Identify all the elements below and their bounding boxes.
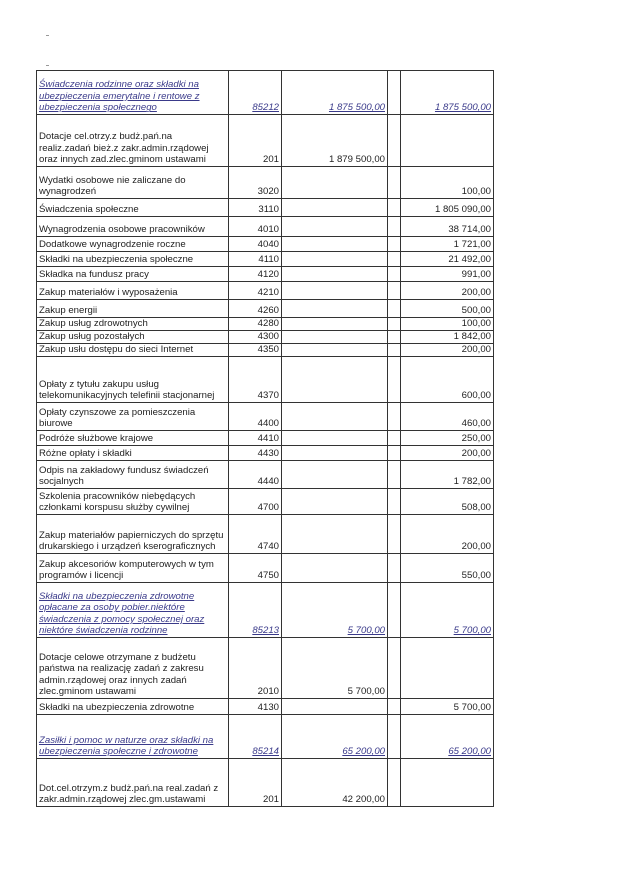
description-text: Opłaty z tytułu zakupu usług telekomunikacyjnych telefinii stacjonarnej <box>39 378 215 402</box>
spacer-cell <box>388 446 401 461</box>
plan-amount-cell <box>282 583 388 638</box>
description-cell <box>37 318 229 331</box>
code-text: 2010 <box>257 686 279 698</box>
code-text: 85213 <box>252 625 279 637</box>
description-cell <box>37 167 229 199</box>
spend-amount-text: 1 782,00 <box>453 476 491 488</box>
description-cell <box>37 403 229 431</box>
description-cell <box>37 344 229 357</box>
spend-amount-cell <box>401 699 494 715</box>
code-cell <box>229 357 282 403</box>
spend-amount-text: 21 492,00 <box>448 254 491 266</box>
code-text: 4430 <box>257 448 279 460</box>
spend-amount-cell <box>401 446 494 461</box>
code-cell <box>229 237 282 252</box>
code-cell <box>229 217 282 237</box>
spacer-cell <box>388 461 401 489</box>
code-text: 4750 <box>257 570 279 582</box>
code-cell <box>229 515 282 554</box>
description-text: Różne opłaty i składki <box>39 448 132 460</box>
code-text: 4740 <box>257 541 279 553</box>
code-text: 4410 <box>257 433 279 445</box>
description-cell <box>37 699 229 715</box>
spacer-cell <box>388 489 401 515</box>
spend-amount-text: 200,00 <box>461 287 491 299</box>
spend-amount-cell <box>401 318 494 331</box>
spacer-cell <box>388 115 401 167</box>
spend-amount-text: 508,00 <box>461 502 491 514</box>
spacer-cell <box>388 300 401 318</box>
plan-amount-cell <box>282 446 388 461</box>
code-text: 4700 <box>257 502 279 514</box>
spacer-cell <box>388 403 401 431</box>
description-text: Dodatkowe wynagrodzenie roczne <box>39 239 186 251</box>
plan-amount-text: 5 700,00 <box>347 625 385 637</box>
plan-amount-cell <box>282 71 388 115</box>
description-cell <box>37 446 229 461</box>
spend-amount-cell <box>401 267 494 282</box>
table-row <box>37 759 494 807</box>
spacer-cell <box>388 583 401 638</box>
spacer-cell <box>388 344 401 357</box>
spend-amount-text: 1 721,00 <box>453 239 491 251</box>
description-text: Składka na fundusz pracy <box>39 269 149 281</box>
table-row <box>37 331 494 344</box>
spend-amount-text: 200,00 <box>461 448 491 460</box>
code-cell <box>229 583 282 638</box>
code-text: 3110 <box>258 204 279 216</box>
description-text: Zakup materiałów i wyposażenia <box>39 287 178 299</box>
spacer-cell <box>388 554 401 583</box>
code-cell <box>229 300 282 318</box>
description-text: Opłaty czynszowe za pomieszczenia biurowe <box>39 406 196 430</box>
description-cell <box>37 115 229 167</box>
code-cell <box>229 331 282 344</box>
plan-amount-cell <box>282 252 388 267</box>
description-text: Dotacje celowe otrzymane z budżetu państwa na realizację zadań z zakresu admin.rządowej oraz innych zadań zlec.gminom ustawami <box>39 651 204 698</box>
spend-amount-cell <box>401 344 494 357</box>
description-cell <box>37 759 229 807</box>
spend-amount-text: 1 842,00 <box>453 331 491 343</box>
code-text: 4280 <box>257 318 279 330</box>
spend-amount-text: 250,00 <box>461 433 491 445</box>
plan-amount-cell <box>282 115 388 167</box>
table-row <box>37 554 494 583</box>
spend-amount-cell <box>401 252 494 267</box>
description-cell <box>37 71 229 115</box>
description-text: Wydatki osobowe nie zaliczane do wynagrodzeń <box>39 174 186 198</box>
plan-amount-text: 42 200,00 <box>342 794 385 806</box>
plan-amount-cell <box>282 759 388 807</box>
description-cell <box>37 515 229 554</box>
code-text: 4010 <box>257 224 279 236</box>
table-row <box>37 237 494 252</box>
code-text: 201 <box>262 154 279 166</box>
spacer-cell <box>388 318 401 331</box>
spend-amount-text: 5 700,00 <box>453 702 491 714</box>
spacer-cell <box>388 217 401 237</box>
description-cell <box>37 431 229 446</box>
spend-amount-text: 460,00 <box>461 418 491 430</box>
description-cell <box>37 461 229 489</box>
code-cell <box>229 199 282 217</box>
plan-amount-cell <box>282 699 388 715</box>
description-cell <box>37 300 229 318</box>
code-text: 4370 <box>257 390 279 402</box>
table-row <box>37 217 494 237</box>
spacer-cell <box>388 267 401 282</box>
table-row <box>37 461 494 489</box>
code-text: 85214 <box>252 746 279 758</box>
code-cell <box>229 489 282 515</box>
description-text: Szkolenia pracowników niebędących członkami korspusu służby cywilnej <box>39 490 196 514</box>
description-cell <box>37 715 229 759</box>
plan-amount-cell <box>282 217 388 237</box>
spend-amount-cell <box>401 554 494 583</box>
plan-amount-cell <box>282 318 388 331</box>
spacer-cell <box>388 71 401 115</box>
plan-amount-cell <box>282 331 388 344</box>
table-row <box>37 489 494 515</box>
code-cell <box>229 403 282 431</box>
description-text: Zakup materiałów papierniczych do sprzętu drukarskiego i urządzeń kserograficznych <box>39 529 224 553</box>
spacer-cell <box>388 252 401 267</box>
section-row <box>37 71 494 115</box>
code-cell <box>229 267 282 282</box>
spacer-cell <box>388 282 401 300</box>
table-row <box>37 318 494 331</box>
spend-amount-cell <box>401 403 494 431</box>
description-cell <box>37 217 229 237</box>
table-row <box>37 699 494 715</box>
spend-amount-cell <box>401 715 494 759</box>
code-cell <box>229 715 282 759</box>
plan-amount-text: 65 200,00 <box>342 746 385 758</box>
description-text: Wynagrodzenia osobowe pracowników <box>39 224 205 236</box>
table-row <box>37 357 494 403</box>
spend-amount-cell <box>401 515 494 554</box>
spend-amount-cell <box>401 357 494 403</box>
plan-amount-text: 5 700,00 <box>347 686 385 698</box>
spacer-cell <box>388 638 401 699</box>
plan-amount-cell <box>282 267 388 282</box>
spend-amount-text: 500,00 <box>461 305 491 317</box>
spend-amount-cell <box>401 199 494 217</box>
code-text: 85212 <box>252 102 279 114</box>
description-cell <box>37 554 229 583</box>
spend-amount-cell <box>401 431 494 446</box>
description-text: Dotacje cel.otrzy.z budż.pań.na realiz.zadań bież.z zakr.admin.rządowej oraz innych zad.zlec.gminom ustawami <box>39 131 209 166</box>
description-cell <box>37 267 229 282</box>
table-row <box>37 199 494 217</box>
plan-amount-cell <box>282 357 388 403</box>
description-text: Zasiłki i pomoc w naturze oraz składki na ubezpieczenia społeczne i zdrowotne <box>39 734 214 758</box>
spend-amount-cell <box>401 71 494 115</box>
spend-amount-text: 1 805 090,00 <box>434 204 491 216</box>
table-row <box>37 638 494 699</box>
spend-amount-text: 38 714,00 <box>448 224 491 236</box>
description-cell <box>37 237 229 252</box>
code-cell <box>229 446 282 461</box>
spacer-cell <box>388 715 401 759</box>
spacer-cell <box>388 199 401 217</box>
table-row <box>37 115 494 167</box>
code-cell <box>229 638 282 699</box>
spacer-cell <box>388 431 401 446</box>
code-cell <box>229 167 282 199</box>
spend-amount-text: 100,00 <box>461 186 491 198</box>
plan-amount-cell <box>282 489 388 515</box>
code-text: 4120 <box>257 269 279 281</box>
spend-amount-cell <box>401 300 494 318</box>
code-text: 4350 <box>257 344 279 356</box>
plan-amount-text: 1 879 500,00 <box>328 154 385 166</box>
spend-amount-text: 65 200,00 <box>448 746 491 758</box>
spend-amount-cell <box>401 331 494 344</box>
plan-amount-cell <box>282 638 388 699</box>
description-cell <box>37 638 229 699</box>
code-text: 4260 <box>257 305 279 317</box>
description-text: Świadczenia społeczne <box>39 204 139 216</box>
code-cell <box>229 699 282 715</box>
table-row <box>37 282 494 300</box>
description-text: Składki na ubezpieczenia społeczne <box>39 254 194 266</box>
section-row <box>37 715 494 759</box>
table-row <box>37 300 494 318</box>
description-text: Składki na ubezpieczenia zdrowotne <box>39 702 195 714</box>
spacer-cell <box>388 699 401 715</box>
description-cell <box>37 357 229 403</box>
code-text: 4210 <box>257 287 279 299</box>
plan-amount-cell <box>282 554 388 583</box>
description-text: Odpis na zakładowy fundusz świadczeń socjalnych <box>39 464 209 488</box>
description-cell <box>37 489 229 515</box>
spend-amount-text: 1 875 500,00 <box>434 102 491 114</box>
code-cell <box>229 318 282 331</box>
plan-amount-cell <box>282 282 388 300</box>
spend-amount-text: 5 700,00 <box>453 625 491 637</box>
plan-amount-cell <box>282 300 388 318</box>
spend-amount-cell <box>401 237 494 252</box>
spend-amount-cell <box>401 282 494 300</box>
code-text: 4400 <box>257 418 279 430</box>
spend-amount-text: 991,00 <box>461 269 491 281</box>
spend-amount-cell <box>401 489 494 515</box>
code-cell <box>229 115 282 167</box>
description-text: Dot.cel.otrzym.z budż.pań.na real.zadań z zakr.admin.rządowej zlec.gm.ustawami <box>39 782 219 806</box>
code-text: 3020 <box>257 186 279 198</box>
description-text: Zakup usłu dostępu do sieci Internet <box>39 344 194 356</box>
description-text: Zakup akcesoriów komputerowych w tym programów i licencji <box>39 558 214 582</box>
table-row <box>37 344 494 357</box>
code-text: 4440 <box>257 476 279 488</box>
description-text: Zakup usług zdrowotnych <box>39 318 148 330</box>
plan-amount-cell <box>282 403 388 431</box>
spend-amount-text: 600,00 <box>461 390 491 402</box>
scan-mark <box>46 65 49 66</box>
code-cell <box>229 282 282 300</box>
description-text: Świadczenia rodzinne oraz składki na ubezpieczenia emerytalne i rentowe z ubezpieczenia społecznego <box>39 79 200 114</box>
plan-amount-cell <box>282 515 388 554</box>
spend-amount-cell <box>401 167 494 199</box>
spend-amount-cell <box>401 759 494 807</box>
spend-amount-text: 200,00 <box>461 541 491 553</box>
description-text: Zakup energii <box>39 305 98 317</box>
code-cell <box>229 554 282 583</box>
code-text: 4040 <box>257 239 279 251</box>
code-text: 4300 <box>257 331 279 343</box>
spacer-cell <box>388 167 401 199</box>
plan-amount-cell <box>282 167 388 199</box>
code-text: 4130 <box>257 702 279 714</box>
table-row <box>37 431 494 446</box>
plan-amount-cell <box>282 344 388 357</box>
spend-amount-cell <box>401 217 494 237</box>
section-row <box>37 583 494 638</box>
plan-amount-text: 1 875 500,00 <box>328 102 385 114</box>
spend-amount-cell <box>401 115 494 167</box>
description-text: Podróże służbowe krajowe <box>39 433 154 445</box>
description-cell <box>37 252 229 267</box>
table-row <box>37 252 494 267</box>
code-text: 201 <box>262 794 279 806</box>
spend-amount-text: 100,00 <box>461 318 491 330</box>
spacer-cell <box>388 357 401 403</box>
budget-table <box>36 70 494 807</box>
code-text: 4110 <box>258 254 279 266</box>
code-cell <box>229 759 282 807</box>
table-row <box>37 167 494 199</box>
description-cell <box>37 583 229 638</box>
description-text: Zakup usług pozostałych <box>39 331 145 343</box>
spend-amount-text: 200,00 <box>461 344 491 356</box>
description-cell <box>37 331 229 344</box>
plan-amount-cell <box>282 237 388 252</box>
plan-amount-cell <box>282 199 388 217</box>
plan-amount-cell <box>282 431 388 446</box>
table-row <box>37 403 494 431</box>
budget-table-body <box>37 71 494 807</box>
plan-amount-cell <box>282 461 388 489</box>
table-row <box>37 515 494 554</box>
code-cell <box>229 252 282 267</box>
spacer-cell <box>388 515 401 554</box>
code-cell <box>229 344 282 357</box>
table-row <box>37 267 494 282</box>
code-cell <box>229 71 282 115</box>
spend-amount-text: 550,00 <box>461 570 491 582</box>
spacer-cell <box>388 331 401 344</box>
plan-amount-cell <box>282 715 388 759</box>
table-row <box>37 446 494 461</box>
spacer-cell <box>388 237 401 252</box>
description-text: Składki na ubezpieczenia zdrowotne opłacane za osoby pobier.niektóre świadczenia z pomocy społecznej oraz niektóre świadczenia rodzinne <box>39 590 205 637</box>
spend-amount-cell <box>401 583 494 638</box>
spacer-cell <box>388 759 401 807</box>
description-cell <box>37 199 229 217</box>
scan-mark <box>46 35 49 36</box>
code-cell <box>229 431 282 446</box>
spend-amount-cell <box>401 638 494 699</box>
code-cell <box>229 461 282 489</box>
spend-amount-cell <box>401 461 494 489</box>
description-cell <box>37 282 229 300</box>
